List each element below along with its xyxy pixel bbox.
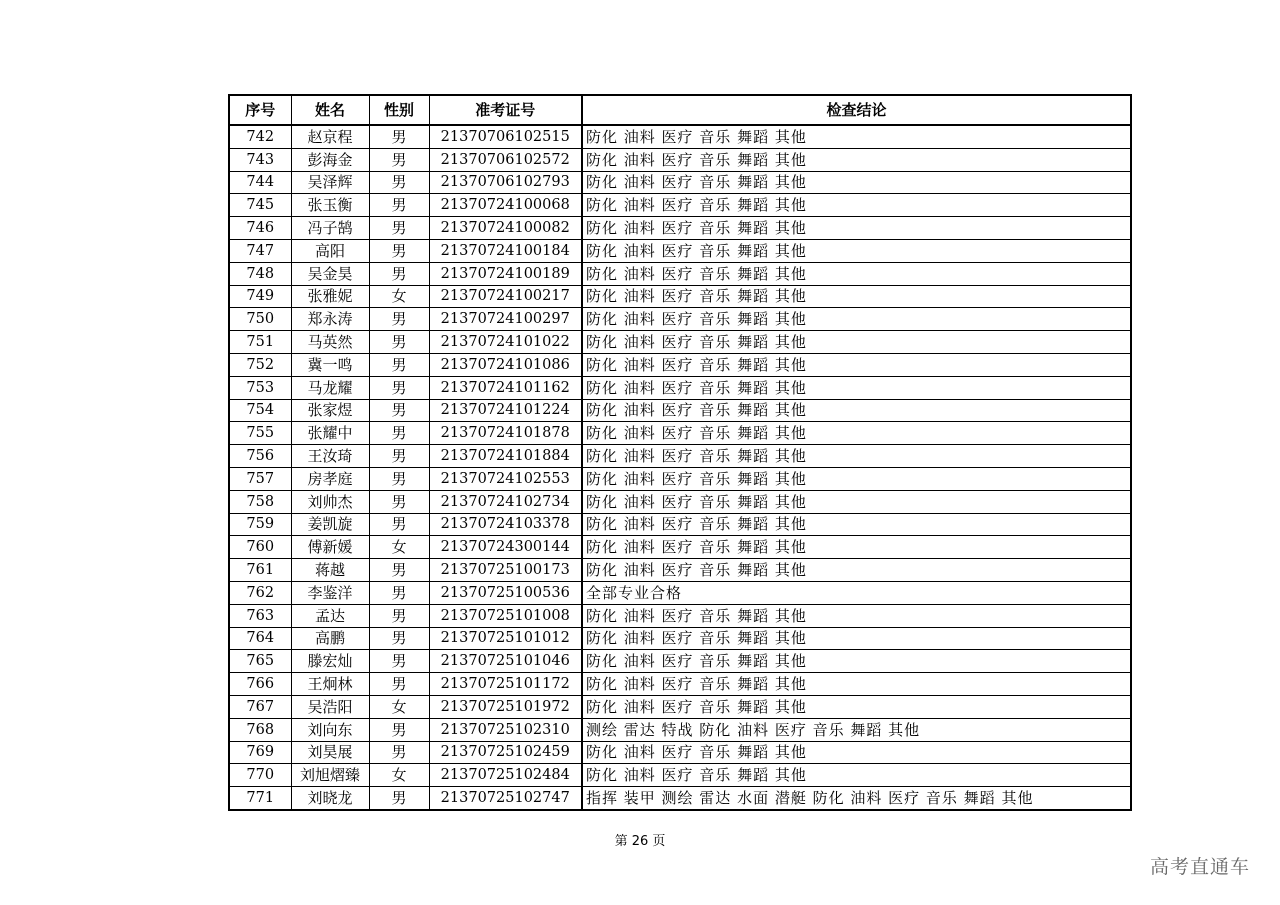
cell-gender: 女 <box>369 285 429 308</box>
cell-conclusion: 防化 油料 医疗 音乐 舞蹈 其他 <box>582 353 1131 376</box>
cell-serial: 762 <box>229 581 291 604</box>
header-name: 姓名 <box>291 95 369 125</box>
cell-exam-id: 21370724101162 <box>429 376 582 399</box>
cell-conclusion: 防化 油料 医疗 音乐 舞蹈 其他 <box>582 148 1131 171</box>
table-row <box>229 627 1131 650</box>
table-row <box>229 125 1131 148</box>
cell-gender: 男 <box>369 650 429 673</box>
cell-gender: 男 <box>369 399 429 422</box>
cell-gender: 男 <box>369 718 429 741</box>
table-row <box>229 467 1131 490</box>
cell-gender: 男 <box>369 353 429 376</box>
cell-conclusion: 防化 油料 医疗 音乐 舞蹈 其他 <box>582 513 1131 536</box>
cell-gender: 男 <box>369 673 429 696</box>
cell-name: 王炯林 <box>291 673 369 696</box>
table-row <box>229 695 1131 718</box>
cell-serial: 749 <box>229 285 291 308</box>
cell-serial: 755 <box>229 422 291 445</box>
table-row <box>229 399 1131 422</box>
cell-conclusion: 防化 油料 医疗 音乐 舞蹈 其他 <box>582 125 1131 148</box>
table-row <box>229 171 1131 194</box>
cell-exam-id: 21370725100536 <box>429 581 582 604</box>
cell-gender: 男 <box>369 262 429 285</box>
table-row <box>229 194 1131 217</box>
table-row <box>229 764 1131 787</box>
cell-name: 李鉴洋 <box>291 581 369 604</box>
cell-name: 刘帅杰 <box>291 490 369 513</box>
table-body <box>229 125 1131 810</box>
watermark-logo: 高考直通车 <box>1149 856 1250 878</box>
cell-serial: 754 <box>229 399 291 422</box>
cell-conclusion: 防化 油料 医疗 音乐 舞蹈 其他 <box>582 673 1131 696</box>
cell-name: 王汝琦 <box>291 445 369 468</box>
cell-gender: 男 <box>369 125 429 148</box>
table-row <box>229 148 1131 171</box>
header-row <box>229 95 1131 125</box>
cell-serial: 767 <box>229 695 291 718</box>
cell-exam-id: 21370725101012 <box>429 627 582 650</box>
cell-serial: 751 <box>229 331 291 354</box>
cell-name: 张耀中 <box>291 422 369 445</box>
header-exam-id: 准考证号 <box>429 95 582 125</box>
cell-serial: 760 <box>229 536 291 559</box>
cell-gender: 男 <box>369 513 429 536</box>
cell-exam-id: 21370724300144 <box>429 536 582 559</box>
cell-exam-id: 21370706102793 <box>429 171 582 194</box>
cell-conclusion: 防化 油料 医疗 音乐 舞蹈 其他 <box>582 445 1131 468</box>
cell-gender: 男 <box>369 331 429 354</box>
cell-conclusion: 防化 油料 医疗 音乐 舞蹈 其他 <box>582 764 1131 787</box>
cell-name: 刘昊展 <box>291 741 369 764</box>
cell-name: 高鹏 <box>291 627 369 650</box>
table-row <box>229 308 1131 331</box>
cell-conclusion: 防化 油料 医疗 音乐 舞蹈 其他 <box>582 467 1131 490</box>
table-row <box>229 650 1131 673</box>
cell-name: 张玉衡 <box>291 194 369 217</box>
cell-exam-id: 21370725100173 <box>429 559 582 582</box>
cell-conclusion: 防化 油料 医疗 音乐 舞蹈 其他 <box>582 217 1131 240</box>
cell-exam-id: 21370725101972 <box>429 695 582 718</box>
table-row <box>229 673 1131 696</box>
cell-exam-id: 21370724102734 <box>429 490 582 513</box>
cell-serial: 742 <box>229 125 291 148</box>
cell-conclusion: 防化 油料 医疗 音乐 舞蹈 其他 <box>582 194 1131 217</box>
table-row <box>229 262 1131 285</box>
cell-gender: 男 <box>369 239 429 262</box>
cell-conclusion: 防化 油料 医疗 音乐 舞蹈 其他 <box>582 262 1131 285</box>
cell-serial: 756 <box>229 445 291 468</box>
cell-gender: 男 <box>369 467 429 490</box>
cell-exam-id: 21370724102553 <box>429 467 582 490</box>
cell-exam-id: 21370724101224 <box>429 399 582 422</box>
cell-name: 刘旭熠臻 <box>291 764 369 787</box>
cell-serial: 746 <box>229 217 291 240</box>
cell-serial: 753 <box>229 376 291 399</box>
cell-conclusion: 防化 油料 医疗 音乐 舞蹈 其他 <box>582 536 1131 559</box>
cell-exam-id: 21370706102572 <box>429 148 582 171</box>
cell-serial: 764 <box>229 627 291 650</box>
cell-exam-id: 21370725101172 <box>429 673 582 696</box>
cell-conclusion: 防化 油料 医疗 音乐 舞蹈 其他 <box>582 422 1131 445</box>
cell-gender: 男 <box>369 490 429 513</box>
cell-conclusion: 防化 油料 医疗 音乐 舞蹈 其他 <box>582 239 1131 262</box>
cell-serial: 758 <box>229 490 291 513</box>
cell-name: 赵京程 <box>291 125 369 148</box>
cell-gender: 女 <box>369 695 429 718</box>
cell-serial: 745 <box>229 194 291 217</box>
cell-serial: 766 <box>229 673 291 696</box>
cell-serial: 757 <box>229 467 291 490</box>
cell-serial: 768 <box>229 718 291 741</box>
cell-exam-id: 21370725102310 <box>429 718 582 741</box>
table-row <box>229 741 1131 764</box>
cell-exam-id: 21370724100184 <box>429 239 582 262</box>
cell-serial: 763 <box>229 604 291 627</box>
table-row <box>229 604 1131 627</box>
cell-exam-id: 21370724100068 <box>429 194 582 217</box>
results-table <box>228 94 1132 811</box>
cell-serial: 747 <box>229 239 291 262</box>
cell-conclusion: 全部专业合格 <box>582 581 1131 604</box>
cell-gender: 男 <box>369 627 429 650</box>
table-row <box>229 422 1131 445</box>
cell-conclusion: 防化 油料 医疗 音乐 舞蹈 其他 <box>582 490 1131 513</box>
cell-serial: 748 <box>229 262 291 285</box>
cell-exam-id: 21370724100189 <box>429 262 582 285</box>
table-row <box>229 581 1131 604</box>
cell-name: 刘向东 <box>291 718 369 741</box>
cell-gender: 男 <box>369 604 429 627</box>
cell-gender: 男 <box>369 787 429 810</box>
cell-gender: 男 <box>369 308 429 331</box>
cell-exam-id: 21370724101086 <box>429 353 582 376</box>
cell-serial: 744 <box>229 171 291 194</box>
cell-name: 马龙耀 <box>291 376 369 399</box>
cell-gender: 女 <box>369 764 429 787</box>
cell-conclusion: 防化 油料 医疗 音乐 舞蹈 其他 <box>582 308 1131 331</box>
table-row <box>229 718 1131 741</box>
cell-conclusion: 防化 油料 医疗 音乐 舞蹈 其他 <box>582 695 1131 718</box>
cell-name: 姜凯旋 <box>291 513 369 536</box>
table-row <box>229 513 1131 536</box>
table-row <box>229 536 1131 559</box>
cell-conclusion: 测绘 雷达 特战 防化 油料 医疗 音乐 舞蹈 其他 <box>582 718 1131 741</box>
cell-gender: 男 <box>369 217 429 240</box>
cell-name: 张家煜 <box>291 399 369 422</box>
table-row <box>229 217 1131 240</box>
cell-exam-id: 21370724100082 <box>429 217 582 240</box>
table-row <box>229 239 1131 262</box>
cell-conclusion: 防化 油料 医疗 音乐 舞蹈 其他 <box>582 650 1131 673</box>
table-row <box>229 559 1131 582</box>
cell-gender: 男 <box>369 194 429 217</box>
cell-name: 蒋越 <box>291 559 369 582</box>
cell-exam-id: 21370725102459 <box>429 741 582 764</box>
cell-name: 刘晓龙 <box>291 787 369 810</box>
cell-exam-id: 21370724101878 <box>429 422 582 445</box>
cell-exam-id: 21370725101046 <box>429 650 582 673</box>
cell-name: 马英然 <box>291 331 369 354</box>
cell-name: 高阳 <box>291 239 369 262</box>
cell-exam-id: 21370706102515 <box>429 125 582 148</box>
cell-conclusion: 防化 油料 医疗 音乐 舞蹈 其他 <box>582 331 1131 354</box>
cell-gender: 男 <box>369 148 429 171</box>
cell-name: 彭海金 <box>291 148 369 171</box>
cell-conclusion: 防化 油料 医疗 音乐 舞蹈 其他 <box>582 559 1131 582</box>
cell-serial: 752 <box>229 353 291 376</box>
cell-exam-id: 21370725101008 <box>429 604 582 627</box>
cell-serial: 750 <box>229 308 291 331</box>
cell-name: 张雅妮 <box>291 285 369 308</box>
cell-exam-id: 21370724100297 <box>429 308 582 331</box>
cell-gender: 男 <box>369 741 429 764</box>
cell-gender: 男 <box>369 445 429 468</box>
cell-name: 吴浩阳 <box>291 695 369 718</box>
table-row <box>229 285 1131 308</box>
cell-conclusion: 防化 油料 医疗 音乐 舞蹈 其他 <box>582 627 1131 650</box>
cell-exam-id: 21370724103378 <box>429 513 582 536</box>
cell-conclusion: 防化 油料 医疗 音乐 舞蹈 其他 <box>582 604 1131 627</box>
cell-name: 房孝庭 <box>291 467 369 490</box>
cell-exam-id: 21370724101884 <box>429 445 582 468</box>
cell-conclusion: 防化 油料 医疗 音乐 舞蹈 其他 <box>582 741 1131 764</box>
cell-exam-id: 21370724101022 <box>429 331 582 354</box>
table-header <box>229 95 1131 125</box>
cell-name: 吴泽辉 <box>291 171 369 194</box>
cell-name: 孟达 <box>291 604 369 627</box>
cell-name: 滕宏灿 <box>291 650 369 673</box>
cell-serial: 765 <box>229 650 291 673</box>
table-row <box>229 376 1131 399</box>
cell-exam-id: 21370725102484 <box>429 764 582 787</box>
cell-conclusion: 指挥 装甲 测绘 雷达 水面 潜艇 防化 油料 医疗 音乐 舞蹈 其他 <box>582 787 1131 810</box>
cell-name: 冀一鸣 <box>291 353 369 376</box>
table-row <box>229 353 1131 376</box>
cell-conclusion: 防化 油料 医疗 音乐 舞蹈 其他 <box>582 285 1131 308</box>
cell-serial: 769 <box>229 741 291 764</box>
cell-name: 冯子鹄 <box>291 217 369 240</box>
cell-gender: 男 <box>369 422 429 445</box>
cell-name: 吴金昊 <box>291 262 369 285</box>
cell-gender: 男 <box>369 171 429 194</box>
cell-serial: 761 <box>229 559 291 582</box>
page-number: 第 26 页 <box>614 834 666 849</box>
table-row <box>229 490 1131 513</box>
cell-name: 傅新媛 <box>291 536 369 559</box>
cell-conclusion: 防化 油料 医疗 音乐 舞蹈 其他 <box>582 171 1131 194</box>
table-row <box>229 445 1131 468</box>
cell-serial: 759 <box>229 513 291 536</box>
cell-name: 郑永涛 <box>291 308 369 331</box>
cell-exam-id: 21370725102747 <box>429 787 582 810</box>
header-conclusion: 检查结论 <box>582 95 1131 125</box>
cell-conclusion: 防化 油料 医疗 音乐 舞蹈 其他 <box>582 399 1131 422</box>
table-row <box>229 331 1131 354</box>
cell-gender: 男 <box>369 581 429 604</box>
header-gender: 性别 <box>369 95 429 125</box>
cell-gender: 男 <box>369 376 429 399</box>
cell-conclusion: 防化 油料 医疗 音乐 舞蹈 其他 <box>582 376 1131 399</box>
cell-exam-id: 21370724100217 <box>429 285 582 308</box>
cell-gender: 男 <box>369 559 429 582</box>
header-serial: 序号 <box>229 95 291 125</box>
cell-serial: 770 <box>229 764 291 787</box>
cell-gender: 女 <box>369 536 429 559</box>
cell-serial: 771 <box>229 787 291 810</box>
table-row <box>229 787 1131 810</box>
cell-serial: 743 <box>229 148 291 171</box>
